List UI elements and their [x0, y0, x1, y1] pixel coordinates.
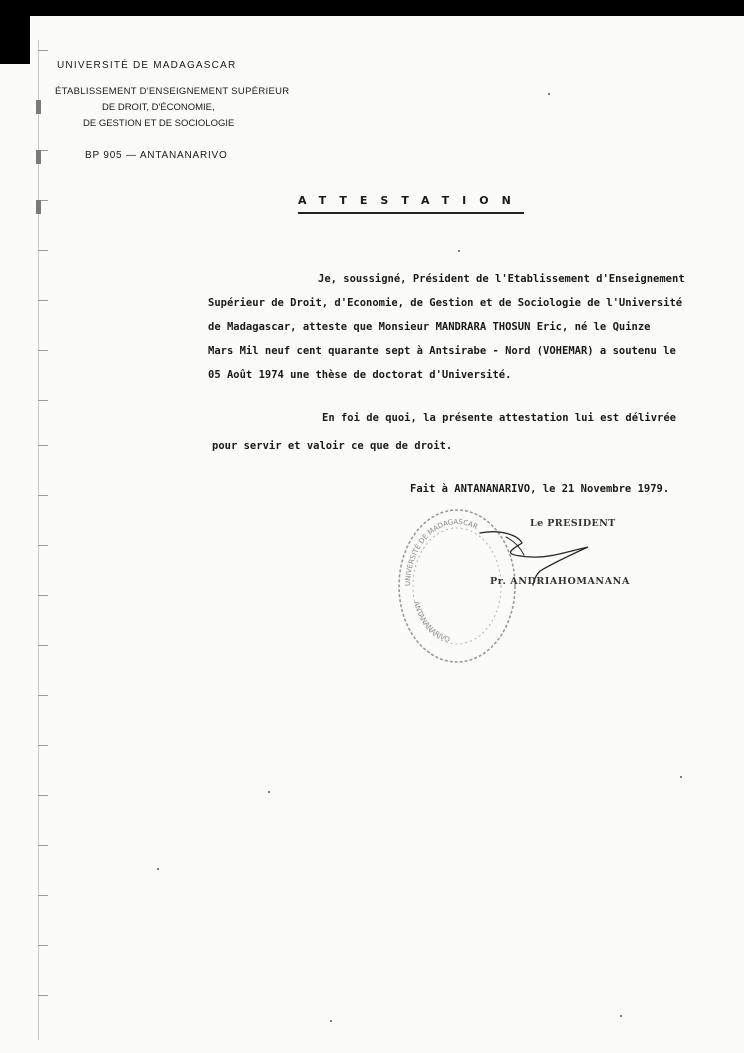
margin-tick — [38, 250, 48, 251]
scan-speck — [548, 93, 550, 95]
margin-tick — [38, 595, 48, 596]
scan-border-top — [0, 0, 744, 16]
margin-tick — [38, 400, 48, 401]
stamp-text-bottom: ANTANANARIVO — [412, 600, 451, 645]
scan-speck — [458, 250, 460, 252]
margin-tick — [38, 795, 48, 796]
margin-notch — [36, 150, 41, 164]
scan-speck — [268, 791, 270, 793]
scan-speck — [680, 776, 682, 778]
body-line: Mars Mil neuf cent quarante sept à Antsirabe - Nord (VOHEMAR) a soutenu le — [208, 345, 676, 357]
signer-title: Le PRESIDENT — [530, 518, 616, 529]
margin-tick — [38, 745, 48, 746]
document-title: ATTESTATION — [298, 194, 524, 214]
margin-tick — [38, 300, 48, 301]
body-line: pour servir et valoir ce que de droit. — [212, 440, 453, 452]
scan-speck — [620, 1015, 622, 1017]
institution-line-2: DE DROIT, D'ÉCONOMIE, — [102, 102, 215, 113]
margin-tick — [38, 995, 48, 996]
place-and-date: Fait à ANTANANARIVO, le 21 Novembre 1979. — [410, 483, 670, 495]
institution-line-1: ÉTABLISSEMENT D'ENSEIGNEMENT SUPÉRIEUR — [55, 86, 290, 97]
margin-tick — [38, 845, 48, 846]
body-line: 05 Août 1974 une thèse de doctorat d'Université. — [208, 369, 512, 381]
signer-name: Pr. ANDRIAHOMANANA — [490, 576, 630, 587]
body-line: En foi de quoi, la présente attestation lui est délivrée — [322, 412, 677, 424]
body-line: de Madagascar, atteste que Monsieur MANDRARA THOSUN Eric, né le Quinze — [208, 321, 651, 333]
margin-tick — [38, 895, 48, 896]
margin-tick — [38, 695, 48, 696]
body-line: Je, soussigné, Président de l'Etablissement d'Enseignement — [318, 273, 685, 285]
margin-tick — [38, 350, 48, 351]
scan-speck — [330, 1020, 332, 1022]
scan-corner — [0, 16, 30, 64]
margin-tick — [38, 545, 48, 546]
stamp-text-top: UNIVERSITÉ DE MADAGASCAR — [403, 517, 480, 587]
margin-tick — [38, 645, 48, 646]
binding-margin — [38, 40, 39, 1040]
margin-tick — [38, 445, 48, 446]
margin-notch — [36, 200, 41, 214]
margin-tick — [38, 495, 48, 496]
margin-tick — [38, 50, 48, 51]
scan-speck — [157, 868, 159, 870]
body-line: Supérieur de Droit, d'Economie, de Gestion et de Sociologie de l'Université — [208, 297, 683, 309]
university-name: UNIVERSITÉ DE MADAGASCAR — [57, 60, 237, 71]
institution-line-3: DE GESTION ET DE SOCIOLOGIE — [83, 118, 235, 129]
postal-address: BP 905 — ANTANANARIVO — [85, 150, 228, 161]
margin-tick — [38, 945, 48, 946]
margin-notch — [36, 100, 41, 114]
